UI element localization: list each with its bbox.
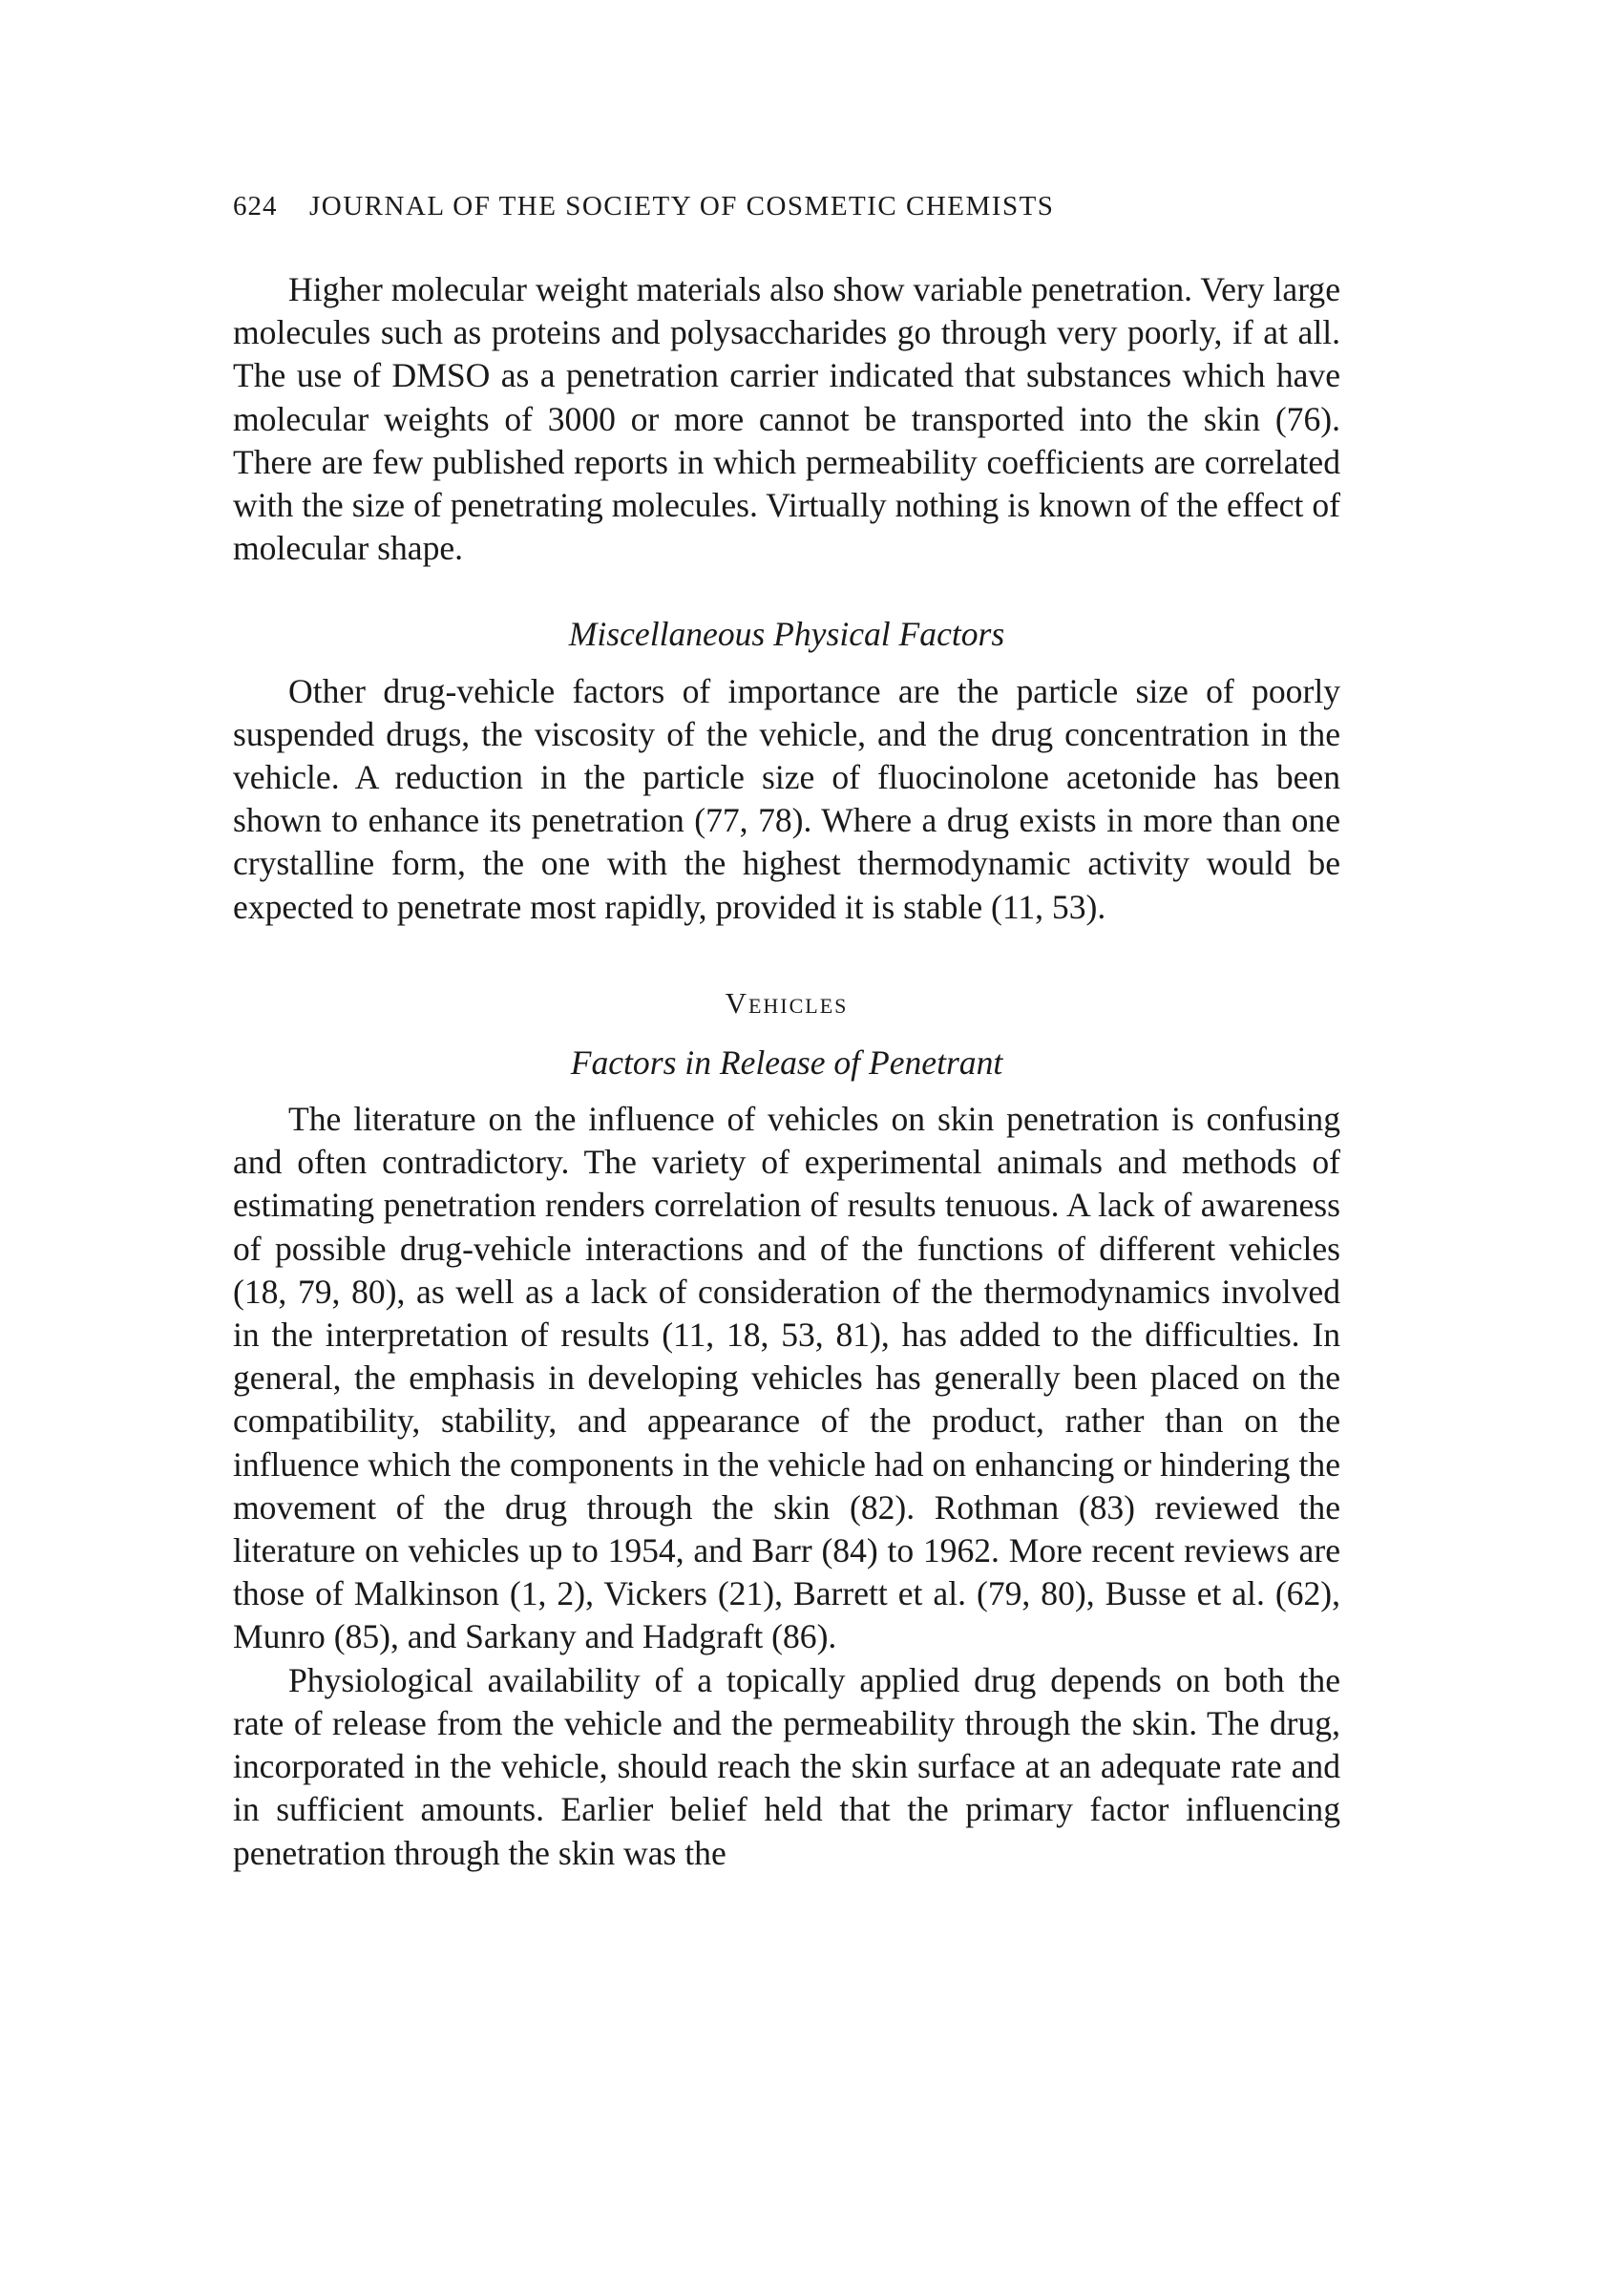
paragraph-vehicle-literature: The literature on the influence of vehicles on skin penetration is confusing and often contradictory. The variety of experimental animals and methods of estimating penetration renders correlation of results tenuous. A lack of awareness of possible drug-vehicle interactions and of the functions of different vehicles (18, 79, 80), as well as a lack of consideration of the thermodynamics involved in the interpretation of results (11, 18, 53, 81), has added to the difficulties. In general, the emphasis in developing vehicles has generally been placed on the compatibility, stability, and appearance of the product, rather than on the influence which the components in the vehicle had on enhancing or hindering the movement of the drug through the skin (82). Rothman (83) reviewed the literature on vehicles up to 1954, and Barr (84) to 1962. More recent reviews are those of Malkinson (1, 2), Vickers (21), Barrett et al. (79, 80), Busse et al. (62), Munro (85), and Sarkany and Hadgraft (86).: [233, 1100, 1340, 1656]
subheading-miscellaneous-physical-factors: Miscellaneous Physical Factors: [568, 615, 1005, 654]
paragraph-miscellaneous-factors: Other drug-vehicle factors of importance are the particle size of poorly suspended drugs, the viscosity of the vehicle, and the drug concentration in the vehicle. A reduction in the particle size of fluocinolone acetonide has been shown to enhance its penetration (77, 78). Where a drug exists in more than one crystalline form, the one with the highest thermodynamic activity would be expected to penetrate most rapidly, provided it is stable (11, 53).: [233, 671, 1340, 926]
paragraph-physiological-availability: Physiological availability of a topically applied drug depends on both the rate of release from the vehicle and the permeability through the skin. The drug, incorporated in the vehicle, should reach the skin surface at an adequate rate and in sufficient amounts. Earlier belief held that the primary factor influencing penetration through the skin was the: [233, 1660, 1340, 1872]
running-head: [233, 191, 1340, 222]
page-number: 624: [233, 191, 278, 221]
subheading-factors-in-release: Factors in Release of Penetrant: [570, 1043, 1003, 1082]
journal-title: JOURNAL OF THE SOCIETY OF COSMETIC CHEMISTS: [309, 191, 1055, 221]
section-heading-vehicles: Vehicles: [725, 985, 849, 1020]
journal-page: [233, 191, 1340, 1875]
paragraph-molecular-weight: Higher molecular weight materials also show variable penetration. Very large molecules such as proteins and polysaccharides go through very poorly, if at all. The use of DMSO as a penetration carrier indicated that substances which have molecular weights of 3000 or more cannot be transported into the skin (76). There are few published reports in which permeability coefficients are correlated with the size of penetrating molecules. Virtually nothing is known of the effect of molecular shape.: [233, 270, 1340, 568]
